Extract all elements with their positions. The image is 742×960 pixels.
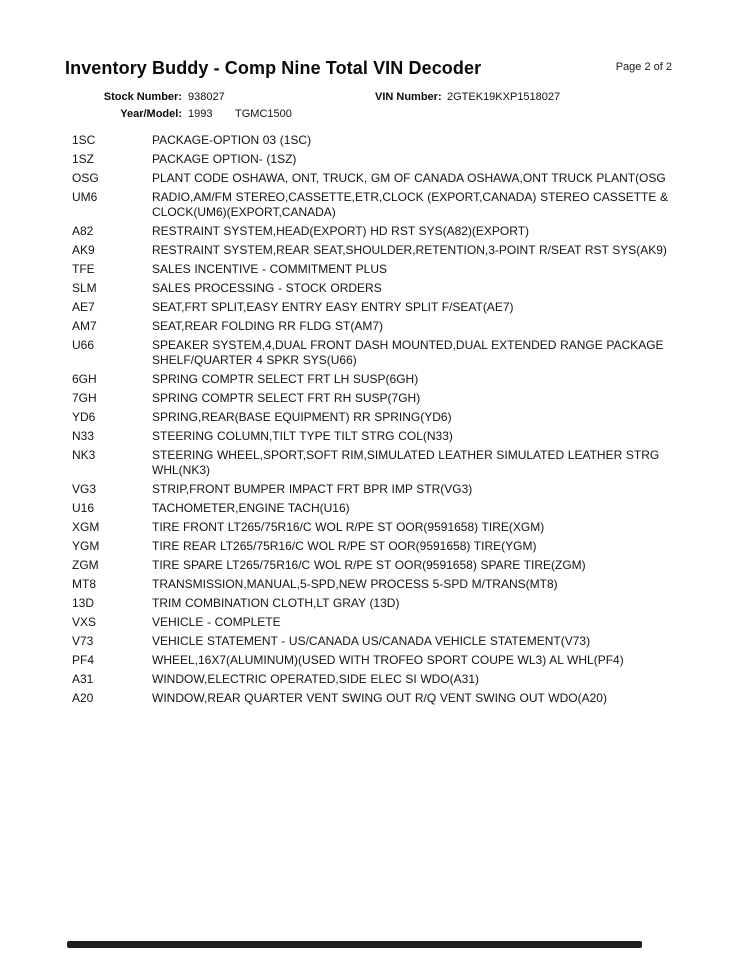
option-code: A31 xyxy=(72,672,94,686)
option-description: PACKAGE-OPTION 03 (1SC) xyxy=(152,133,312,147)
option-row xyxy=(72,539,687,554)
option-code: 13D xyxy=(72,596,95,610)
option-description: RADIO,AM/FM STEREO,CASSETTE,ETR,CLOCK (EXPORT,CANADA) STEREO CASSETTE & CLOCK(UM6)(EXPORT,CANADA) xyxy=(152,190,669,219)
option-row xyxy=(72,243,687,258)
option-row xyxy=(72,372,687,387)
option-row xyxy=(72,501,687,516)
option-code: MT8 xyxy=(72,577,96,591)
option-code: UM6 xyxy=(72,190,98,204)
option-code: YGM xyxy=(72,539,100,553)
option-row xyxy=(72,410,687,425)
option-description: WHEEL,16X7(ALUMINUM)(USED WITH TROFEO SPORT COUPE WL3) AL WHL(PF4) xyxy=(152,653,624,667)
option-row xyxy=(72,190,687,220)
page-number-indicator: Page 2 of 2 xyxy=(615,61,672,73)
option-description: SEAT,FRT SPLIT,EASY ENTRY EASY ENTRY SPLIT F/SEAT(AE7) xyxy=(152,300,514,314)
option-row xyxy=(72,653,687,668)
option-description: SEAT,REAR FOLDING RR FLDG ST(AM7) xyxy=(152,319,384,333)
option-row xyxy=(72,429,687,444)
option-row xyxy=(72,482,687,497)
vin-number-value: 2GTEK19KXP1518027 xyxy=(447,91,561,103)
option-row xyxy=(72,391,687,406)
option-row xyxy=(72,281,687,296)
option-description: SPEAKER SYSTEM,4,DUAL FRONT DASH MOUNTED,DUAL EXTENDED RANGE PACKAGE SHELF/QUARTER 4 SPKR SYS(U66) xyxy=(152,338,664,367)
model-value: TGMC1500 xyxy=(235,108,292,120)
year-model-label: Year/Model: xyxy=(120,108,182,120)
option-row xyxy=(72,152,687,167)
option-description: STRIP,FRONT BUMPER IMPACT FRT BPR IMP STR(VG3) xyxy=(152,482,473,496)
option-code: A20 xyxy=(72,691,94,705)
option-row xyxy=(72,262,687,277)
option-code: TFE xyxy=(72,262,95,276)
option-description: SPRING,REAR(BASE EQUIPMENT) RR SPRING(YD6) xyxy=(152,410,452,424)
option-row xyxy=(72,558,687,573)
option-description: RESTRAINT SYSTEM,HEAD(EXPORT) HD RST SYS(A82)(EXPORT) xyxy=(152,224,530,238)
option-code: N33 xyxy=(72,429,95,443)
option-description: STEERING WHEEL,SPORT,SOFT RIM,SIMULATED LEATHER SIMULATED LEATHER STRG WHL(NK3) xyxy=(152,448,660,477)
option-code: 6GH xyxy=(72,372,97,386)
option-row xyxy=(72,133,687,148)
option-code: 1SC xyxy=(72,133,96,147)
option-description: TIRE SPARE LT265/75R16/C WOL R/PE ST OOR(9591658) SPARE TIRE(ZGM) xyxy=(152,558,586,572)
year-value: 1993 xyxy=(188,108,213,120)
option-code: YD6 xyxy=(72,410,96,424)
option-row xyxy=(72,300,687,315)
option-row xyxy=(72,577,687,592)
option-description: TACHOMETER,ENGINE TACH(U16) xyxy=(152,501,350,515)
option-description: TRIM COMBINATION CLOTH,LT GRAY (13D) xyxy=(152,596,400,610)
option-code: ZGM xyxy=(72,558,99,572)
option-code: XGM xyxy=(72,520,100,534)
document-header xyxy=(65,58,672,79)
option-description: SPRING COMPTR SELECT FRT LH SUSP(6GH) xyxy=(152,372,419,386)
option-codes-list xyxy=(72,133,687,710)
option-description: RESTRAINT SYSTEM,REAR SEAT,SHOULDER,RETENTION,3-POINT R/SEAT RST SYS(AK9) xyxy=(152,243,667,257)
option-description: SPRING COMPTR SELECT FRT RH SUSP(7GH) xyxy=(152,391,421,405)
option-code: V73 xyxy=(72,634,94,648)
option-row xyxy=(72,319,687,334)
option-code: 1SZ xyxy=(72,152,95,166)
option-description: SALES PROCESSING - STOCK ORDERS xyxy=(152,281,382,295)
meta-line-2 xyxy=(0,108,742,124)
option-code: U66 xyxy=(72,338,95,352)
option-description: STEERING COLUMN,TILT TYPE TILT STRG COL(N33) xyxy=(152,429,453,443)
stock-number-label: Stock Number: xyxy=(103,91,182,103)
meta-line-1 xyxy=(0,91,742,107)
option-code: AM7 xyxy=(72,319,97,333)
option-description: WINDOW,REAR QUARTER VENT SWING OUT R/Q VENT SWING OUT WDO(A20) xyxy=(152,691,607,705)
vehicle-meta xyxy=(0,91,742,131)
option-description: TIRE REAR LT265/75R16/C WOL R/PE ST OOR(9591658) TIRE(YGM) xyxy=(152,539,537,553)
option-row xyxy=(72,520,687,535)
option-code: SLM xyxy=(72,281,97,295)
option-row xyxy=(72,691,687,706)
option-description: PLANT CODE OSHAWA, ONT, TRUCK, GM OF CANADA OSHAWA,ONT TRUCK PLANT(OSG xyxy=(152,171,666,185)
option-code: VXS xyxy=(72,615,97,629)
option-row xyxy=(72,171,687,186)
option-description: PACKAGE OPTION- (1SZ) xyxy=(152,152,297,166)
option-code: NK3 xyxy=(72,448,96,462)
option-row xyxy=(72,224,687,239)
page-title: Inventory Buddy - Comp Nine Total VIN Decoder xyxy=(65,58,482,78)
option-code: AE7 xyxy=(72,300,95,314)
option-description: VEHICLE - COMPLETE xyxy=(152,615,281,629)
scan-artifact-bar xyxy=(67,941,642,948)
stock-number-value: 938027 xyxy=(188,91,225,103)
option-row xyxy=(72,338,687,368)
option-description: WINDOW,ELECTRIC OPERATED,SIDE ELEC SI WDO(A31) xyxy=(152,672,480,686)
option-code: 7GH xyxy=(72,391,97,405)
option-row xyxy=(72,448,687,478)
option-code: PF4 xyxy=(72,653,95,667)
option-code: OSG xyxy=(72,171,99,185)
option-row xyxy=(72,615,687,630)
option-description: SALES INCENTIVE - COMMITMENT PLUS xyxy=(152,262,388,276)
option-description: TIRE FRONT LT265/75R16/C WOL R/PE ST OOR(9591658) TIRE(XGM) xyxy=(152,520,545,534)
option-description: TRANSMISSION,MANUAL,5-SPD,NEW PROCESS 5-SPD M/TRANS(MT8) xyxy=(152,577,558,591)
option-code: AK9 xyxy=(72,243,95,257)
option-code: VG3 xyxy=(72,482,97,496)
option-code: A82 xyxy=(72,224,94,238)
option-code: U16 xyxy=(72,501,95,515)
option-row xyxy=(72,672,687,687)
option-row xyxy=(72,596,687,611)
vin-number-label: VIN Number: xyxy=(375,91,442,103)
option-row xyxy=(72,634,687,649)
option-description: VEHICLE STATEMENT - US/CANADA US/CANADA VEHICLE STATEMENT(V73) xyxy=(152,634,591,648)
